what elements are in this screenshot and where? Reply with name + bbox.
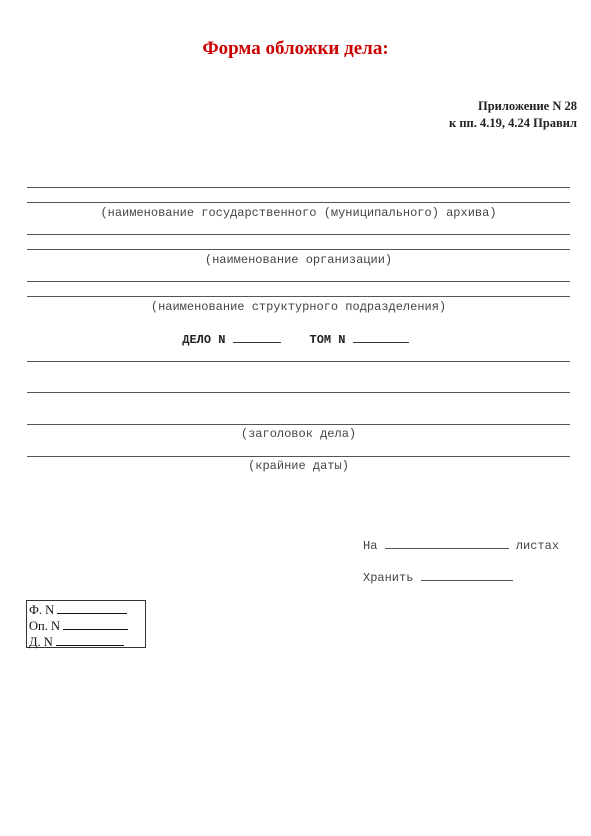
- organization-name-line-2: [27, 249, 570, 250]
- archive-name-caption: (наименование государственного (муниципального) архива): [100, 206, 497, 220]
- archive-name-line-2: [27, 202, 570, 203]
- case-number-label: ДЕЛО N: [182, 333, 226, 347]
- sheets-suffix: листах: [515, 539, 560, 553]
- file-number-label: Д. N: [29, 635, 53, 649]
- fond-number-label: Ф. N: [29, 603, 55, 617]
- inventory-number-row: [29, 618, 143, 634]
- file-number-row: [29, 634, 143, 650]
- subdivision-name-line-2: [27, 296, 570, 297]
- sheets-count-row: [363, 537, 559, 553]
- inventory-number-label: Оп. N: [29, 619, 60, 633]
- inventory-number-blank: [63, 618, 128, 630]
- case-volume-row: [0, 331, 591, 347]
- archive-codes-box: [26, 600, 146, 648]
- volume-number-blank: [353, 331, 409, 343]
- fond-number-row: [29, 602, 143, 618]
- subdivision-name-caption: (наименование структурного подразделения): [150, 300, 447, 314]
- sheets-count-blank: [385, 537, 509, 549]
- organization-name-caption: (наименование организации): [204, 253, 393, 267]
- case-heading-line-3: [27, 424, 570, 425]
- page-title: Форма обложки дела:: [202, 38, 389, 59]
- sheets-prefix: На: [363, 539, 378, 553]
- case-heading-line-2: [27, 392, 570, 393]
- case-heading-line-1: [27, 361, 570, 362]
- archive-name-line-1: [27, 187, 570, 188]
- case-number-blank: [233, 331, 281, 343]
- subdivision-name-line-1: [27, 281, 570, 282]
- organization-name-line-1: [27, 234, 570, 235]
- dates-caption: (крайние даты): [248, 459, 349, 473]
- appendix-rules-reference: к пп. 4.19, 4.24 Правил: [449, 116, 577, 130]
- retention-label: Хранить: [363, 571, 414, 585]
- file-number-blank: [56, 634, 124, 646]
- volume-number-label: ТОМ N: [309, 333, 346, 347]
- case-heading-caption: (заголовок дела): [240, 427, 357, 441]
- retention-blank: [421, 569, 513, 581]
- retention-row: [363, 569, 513, 585]
- appendix-number: Приложение N 28: [477, 99, 577, 113]
- dates-line: [27, 456, 570, 457]
- fond-number-blank: [57, 602, 127, 614]
- appendix-reference: [449, 98, 577, 132]
